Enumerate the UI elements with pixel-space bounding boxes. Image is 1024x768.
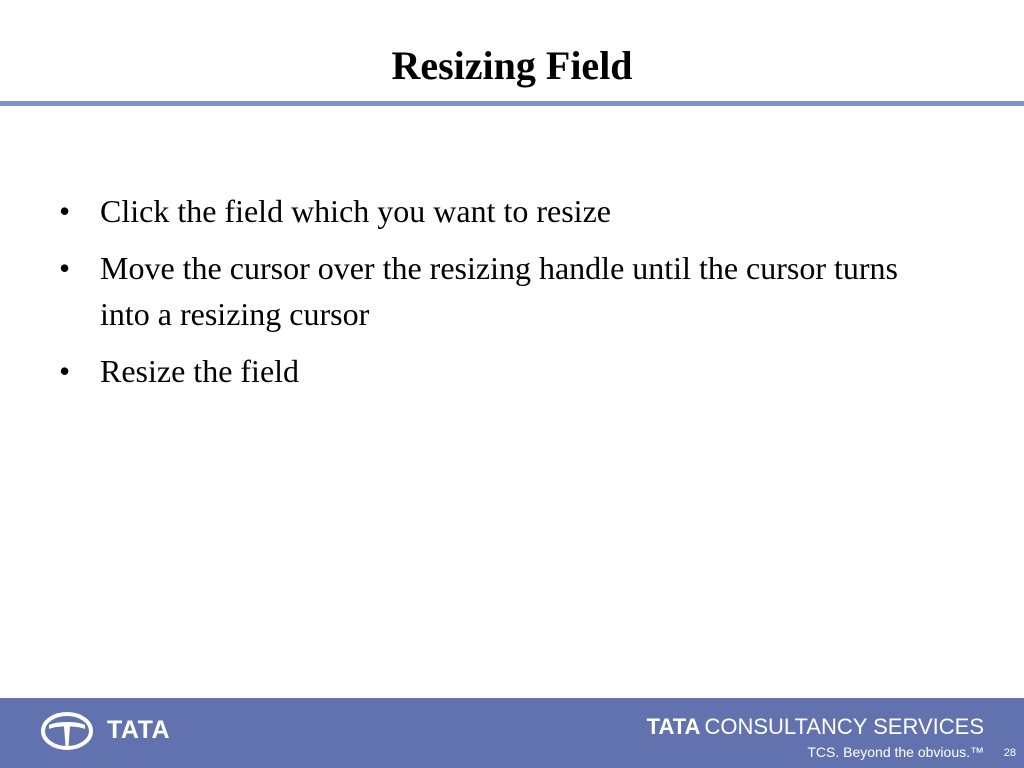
tcs-tagline: TCS. Beyond the obvious.™ [807, 744, 984, 760]
bullet-list [59, 188, 939, 405]
tcs-logo [647, 714, 984, 761]
bullet-marker: • [59, 250, 71, 286]
footer-bar [0, 698, 1024, 768]
bullet-text: Click the field which you want to resize [100, 193, 611, 229]
bullet-marker: • [59, 193, 71, 229]
tcs-brand-name [647, 714, 984, 740]
tcs-brand-bold: TATA [646, 714, 701, 739]
tata-wordmark: TATA [107, 716, 171, 744]
bullet-item [59, 188, 939, 234]
bullet-text: Move the cursor over the resizing handle until the cursor turns into a resizing cursor [100, 250, 898, 332]
bullet-item [59, 245, 939, 337]
bullet-marker: • [59, 353, 71, 389]
bullet-text: Resize the field [100, 353, 300, 389]
bullet-item [59, 348, 939, 394]
slide-title: Resizing Field [391, 43, 633, 88]
page-number: 28 [1003, 747, 1016, 759]
tcs-brand-rest: CONSULTANCY SERVICES [704, 714, 984, 739]
tata-emblem-icon [41, 712, 93, 750]
title-underline-rule [0, 101, 1024, 106]
